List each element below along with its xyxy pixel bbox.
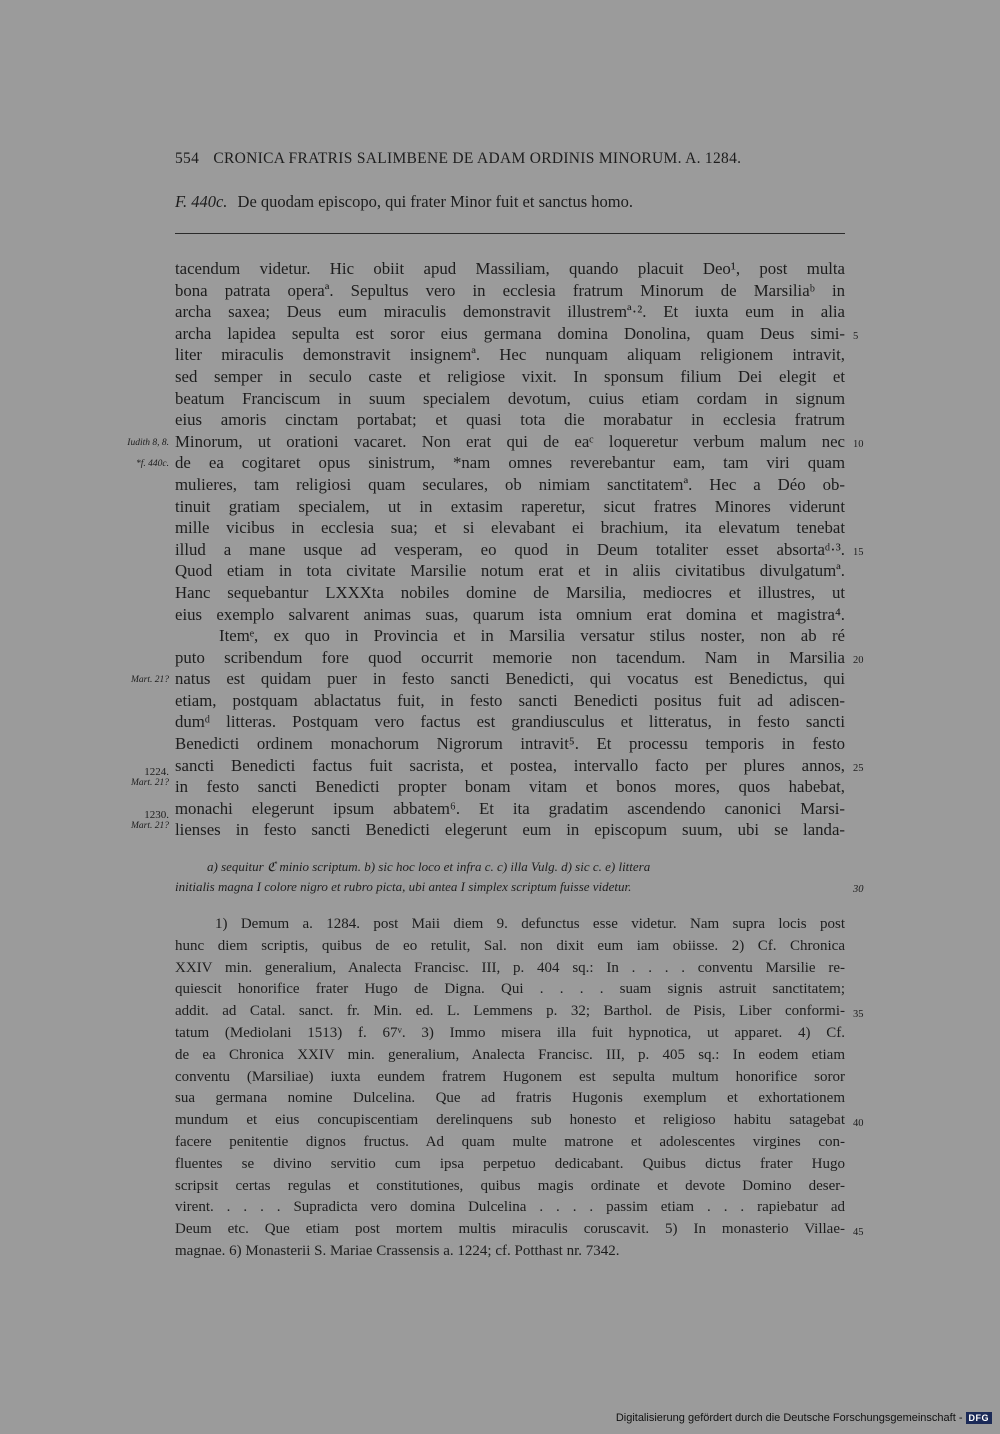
footnote-text: conventu (Marsiliae) iuxta eundem fratrem Hugonem est sepulta multum honorifice soror — [175, 1068, 845, 1085]
margin-date — [131, 810, 169, 832]
text-line — [175, 258, 845, 280]
footnote-line — [175, 1110, 864, 1132]
critical-apparatus — [175, 857, 864, 897]
footnote-text: virent. . . . . Supradicta vero domina Dulcelina . . . . passim etiam . . . rapiebatur ad — [175, 1199, 845, 1216]
line-text: illud a mane usque ad vesperam, eo quod in Deum totaliter esset absortaᵈ·³. — [175, 539, 845, 559]
running-header — [175, 150, 845, 168]
line-text: tinuit gratiam specialem, ut in extasim raperetur, sicut fratres Minores viderunt — [175, 496, 845, 516]
text-line — [175, 711, 845, 733]
text-line — [175, 301, 845, 323]
line-text: Hanc sequebantur LXXXta nobiles domine de Marsilia, mediocres et illustres, ut — [175, 582, 845, 602]
footnote-line — [175, 1132, 845, 1154]
text-line — [175, 647, 864, 669]
text-line — [175, 496, 845, 518]
line-number: 25 — [853, 762, 864, 774]
footnote-line — [175, 1088, 845, 1110]
footnote-text: scripsit certas regulas et constitutiones, quibus magis ordinate et devote Domino deser- — [175, 1177, 845, 1194]
footnote-line — [175, 1176, 845, 1198]
text-line — [175, 539, 864, 561]
line-number: 15 — [853, 546, 864, 558]
digitization-credit — [616, 1412, 992, 1424]
line-text: tacendum videtur. Hic obiit apud Massiliam, quando placuit Deo¹, post multa — [175, 259, 845, 278]
text-line — [175, 280, 845, 302]
footnote-line — [175, 914, 845, 936]
main-text — [127, 258, 864, 841]
line-text: de ea cogitaret opus sinistrum, *nam omnes reverebantur eam, tam viri quam — [175, 453, 845, 473]
text-line — [175, 798, 845, 820]
line-text: eius amoris cinctam portabat; et quasi tota die morabatur in ecclesia fratrum — [175, 410, 845, 430]
footnote-text: addit. ad Catal. sanct. fr. Min. ed. L. Lemmens p. 32; Barthol. de Pisis, Liber conformi- — [175, 1003, 845, 1020]
margin-year: 1224. — [144, 766, 169, 779]
margin-date — [131, 767, 169, 789]
line-text: liter miraculis demonstravit insignemª. Hec nunquam aliquam religionem intravit, — [175, 345, 845, 365]
footnote-text: sua germana nomine Dulcelina. Que ad fratris Hugonis exemplum et exhortationem — [175, 1090, 845, 1107]
text-line — [175, 604, 845, 626]
line-text: mulieres, tam religiosi quam seculares, ob nimiam sanctitatemª. Hec a Déo ob- — [175, 474, 845, 494]
line-text: sed semper in seculo caste et religiose vixit. In sponsum filium Dei elegit et — [175, 366, 845, 386]
line-text: lienses in festo sancti Benedicti elegerunt eum in episcopum suum, ubi se landa- — [175, 820, 845, 840]
line-text: dumᵈ litteras. Postquam vero factus est grandiusculus et litteratus, in festo sancti — [175, 712, 845, 732]
footnote-line — [175, 1154, 845, 1176]
line-number: 45 — [853, 1227, 864, 1239]
line-number: 30 — [853, 884, 864, 895]
line-number: 35 — [853, 1009, 864, 1021]
line-text: in festo sancti Benedicti propter bonam vitam et bonos mores, quos habebat, — [175, 777, 845, 797]
footnote-text: Deum etc. Que etiam post mortem multis miraculis coruscavit. 5) In monasterio Villae- — [175, 1221, 845, 1238]
text-line — [175, 755, 864, 777]
footnote-line — [175, 1219, 864, 1241]
line-text: monachi elegerunt ipsum abbatem⁶. Et ita gradatim ascendendo canonici Marsi- — [175, 798, 845, 818]
margin-day: Mart. 21? — [131, 821, 169, 832]
margin-year: 1230. — [144, 809, 169, 822]
line-number: 5 — [853, 330, 859, 342]
text-line — [175, 625, 845, 647]
page-number: 554 — [175, 150, 200, 167]
footnote-line — [175, 1001, 864, 1023]
footnote-text: de ea Chronica XXIV min. generalium, Analecta Francisc. III, p. 405 sq.: In eodem etiam — [175, 1046, 845, 1063]
line-number: 40 — [853, 1118, 864, 1130]
text-line — [175, 560, 845, 582]
line-text: archa lapidea sepulta est soror eius germana domina Donolina, quam Deus simi- — [175, 323, 845, 343]
footnote-text: quiescit honorifice frater Hugo de Digna. Qui . . . . suam signis astruit sanctitatem; — [175, 981, 845, 998]
apparatus-text: initialis magna I colore nigro et rubro picta, ubi antea I simplex scriptum fuisse videtur. — [175, 879, 632, 894]
text-line — [175, 344, 845, 366]
footnote-line — [175, 1023, 845, 1045]
line-number: 10 — [853, 438, 864, 450]
line-text: archa saxea; Deus eum miraculis demonstravit illustremª·². Et iuxta eum in alia — [175, 302, 845, 322]
line-text: natus est quidam puer in festo sancti Benedicti, qui vocatus est Benedictus, qui — [175, 669, 845, 689]
header-rule — [175, 233, 845, 234]
section-heading — [175, 192, 845, 212]
footnote-line — [175, 1241, 845, 1263]
running-title: CRONICA FRATRIS SALIMBENE DE ADAM ORDINIS MINORUM. A. 1284. — [213, 150, 742, 167]
text-line — [175, 409, 845, 431]
text-line — [131, 809, 845, 841]
footnote-text: hunc diem scriptis, quibus de eo retulit, Sal. non dixit eum iam obiisse. 2) Cf. Chronica — [175, 937, 845, 954]
line-text: bona patrata operaª. Sepultus vero in ecclesia fratrum Minorum de Marsiliaᵇ in — [175, 280, 845, 300]
line-text: puto scribendum fore quod occurrit memorie non tacendum. Nam in Marsilia — [175, 647, 845, 667]
text-line — [175, 366, 845, 388]
line-text: mille vicibus in ecclesia sua; et si elevabant ei brachium, ita elevatum tenebat — [175, 518, 845, 538]
footnotes — [175, 914, 864, 1263]
text-line — [131, 668, 845, 690]
section-title: De quodam episcopo, qui frater Minor fuit et sanctus homo. — [237, 192, 633, 211]
text-line — [127, 431, 864, 453]
folio-reference: F. 440c. — [175, 192, 228, 211]
footnote-text: XXIV min. generalium, Analecta Francisc. III, p. 404 sq.: In . . . . conventu Marsilie re- — [175, 959, 845, 976]
line-text: eius exemplo salvarent animas suas, quarum ista omnium erat domina et magistra⁴. — [175, 604, 845, 624]
margin-reference: Mart. 21? — [131, 675, 169, 686]
footnote-text: facere penitentie dignos fructus. Ad quam multe matrone et adolescentes virgines con- — [175, 1133, 845, 1150]
text-line — [175, 517, 845, 539]
footnote-line — [175, 936, 845, 958]
margin-reference: *f. 440c. — [136, 459, 169, 470]
text-line — [175, 474, 845, 496]
footnote-text: fluentes se divino servitio cum ipsa perpetuo dedicabant. Quibus dictus frater Hugo — [175, 1155, 845, 1172]
footnote-line — [175, 1045, 845, 1067]
footnote-line — [175, 1197, 845, 1219]
text-line — [175, 733, 845, 755]
footnote-text: magnae. 6) Monasterii S. Mariae Crassensis a. 1224; cf. Potthast nr. 7342. — [175, 1242, 620, 1259]
credit-text: Digitalisierung gefördert durch die Deutsche Forschungsgemeinschaft - — [615, 1412, 963, 1424]
margin-day: Mart. 21? — [131, 778, 169, 789]
apparatus-line — [175, 877, 864, 897]
line-text: Itemᵉ, ex quo in Provincia et in Marsilia versatur stilus noster, non ab ré — [219, 626, 845, 646]
line-text: beatum Franciscum in suum specialem devotum, cuius etiam cordam in signum — [175, 388, 845, 408]
text-line — [175, 582, 845, 604]
footnote-line — [175, 979, 845, 1001]
text-line — [136, 452, 845, 474]
text-line — [175, 690, 845, 712]
line-text: Quod etiam in tota civitate Marsilie notum erat et in aliis civitatibus divulgatumª. — [175, 561, 845, 581]
dfg-logo: DFG — [966, 1412, 993, 1424]
text-line — [175, 323, 859, 345]
line-text: etiam, postquam ablactatus fuit, in festo sancti Benedicti positus fuit ad adiscen- — [175, 690, 845, 710]
footnote-text: mundum et eius concupiscentiam derelinquens sub honesto et religioso habitu satagebat — [175, 1112, 845, 1129]
footnote-line — [175, 1067, 845, 1089]
line-text: Minorum, ut orationi vacaret. Non erat qui de eaᶜ loqueretur verbum malum nec — [175, 431, 845, 451]
line-text: Benedicti ordinem monachorum Nigrorum intravit⁵. Et processu temporis in festo — [175, 734, 845, 754]
footnote-text: tatum (Mediolani 1513) f. 67ᵛ. 3) Immo misera illa fuit hypnotica, ut apparet. 4) Cf. — [175, 1024, 845, 1041]
footnote-line — [175, 958, 845, 980]
footnote-text: 1) Demum a. 1284. post Maii diem 9. defunctus esse videtur. Nam supra locis post — [215, 916, 845, 932]
apparatus-text: a) sequitur ℭ minio scriptum. b) sic hoc loco et infra c. c) illa Vulg. d) sic c. e) littera — [207, 859, 651, 874]
text-line — [131, 766, 845, 798]
line-number: 20 — [853, 654, 864, 666]
apparatus-line — [175, 857, 845, 877]
line-text: sancti Benedicti factus fuit sacrista, et postea, intervallo facto per plures annos, — [175, 755, 845, 775]
margin-reference: Iudith 8, 8. — [127, 437, 169, 448]
text-line — [175, 388, 845, 410]
